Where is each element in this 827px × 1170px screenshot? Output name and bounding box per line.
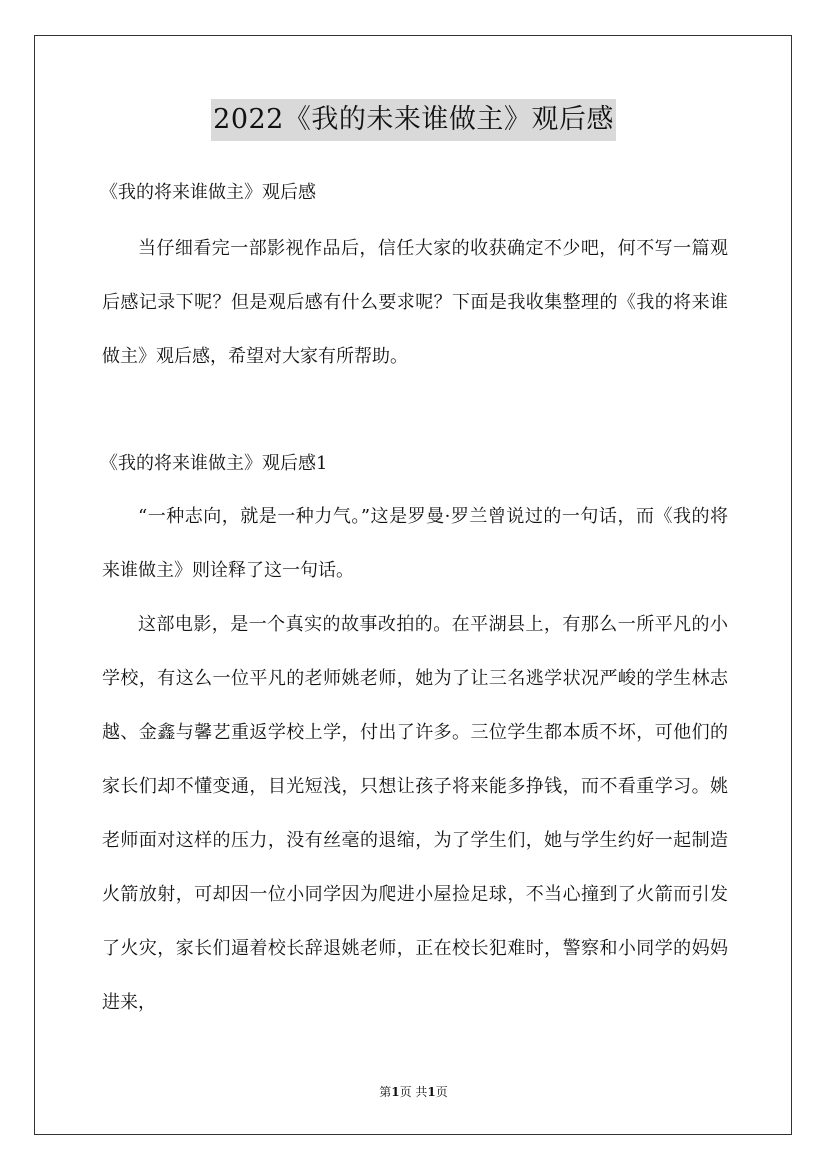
body-paragraph: “一种志向，就是一种力气。”这是罗曼·罗兰曾说过的一句话，而《我的将来谁做主》则诠释了这一句话。 <box>102 506 728 581</box>
intro-paragraph: 当仔细看完一部影视作品后，信任大家的收获确定不少吧，何不写一篇观后感记录下呢？但是观后感有什么要求呢？下面是我收集整理的《我的将来谁做主》观后感，希望对大家有所帮助。 <box>102 238 728 367</box>
document-subtitle: 《我的将来谁做主》观后感 <box>100 182 316 203</box>
footer-total-pages: 1 <box>427 1085 436 1099</box>
footer-page-mid: 页 共 <box>399 1085 428 1099</box>
page-footer <box>0 1084 827 1100</box>
footer-page-suffix: 页 <box>435 1085 448 1099</box>
document-title: 2022《我的未来谁做主》观后感 <box>211 99 616 141</box>
body-paragraph: 这部电影，是一个真实的故事改拍的。在平湖县上，有那么一所平凡的小学校，有这么一位平凡的老师姚老师，她为了让三名逃学状况严峻的学生林志越、金鑫与馨艺重返学校上学，付出了许多。三位学生都本质不坏，可他们的家长们却不懂变通，目光短浅，只想让孩子将来能多挣钱，而不看重学习。姚老师面对这样的压力，没有丝毫的退缩，为了学生们，她与学生约好一起制造火箭放射，可却因一位小同学因为爬进小屋捡足球，不当心撞到了火箭而引发了火灾，家长们逼着校长辞退姚老师，正在校长犯难时，警察和小同学的妈妈进来， <box>102 614 728 1013</box>
title-wrap <box>0 99 827 141</box>
footer-page-number: 1 <box>391 1085 400 1099</box>
footer-page-prefix: 第 <box>379 1085 392 1099</box>
section-heading: 《我的将来谁做主》观后感1 <box>100 453 328 474</box>
